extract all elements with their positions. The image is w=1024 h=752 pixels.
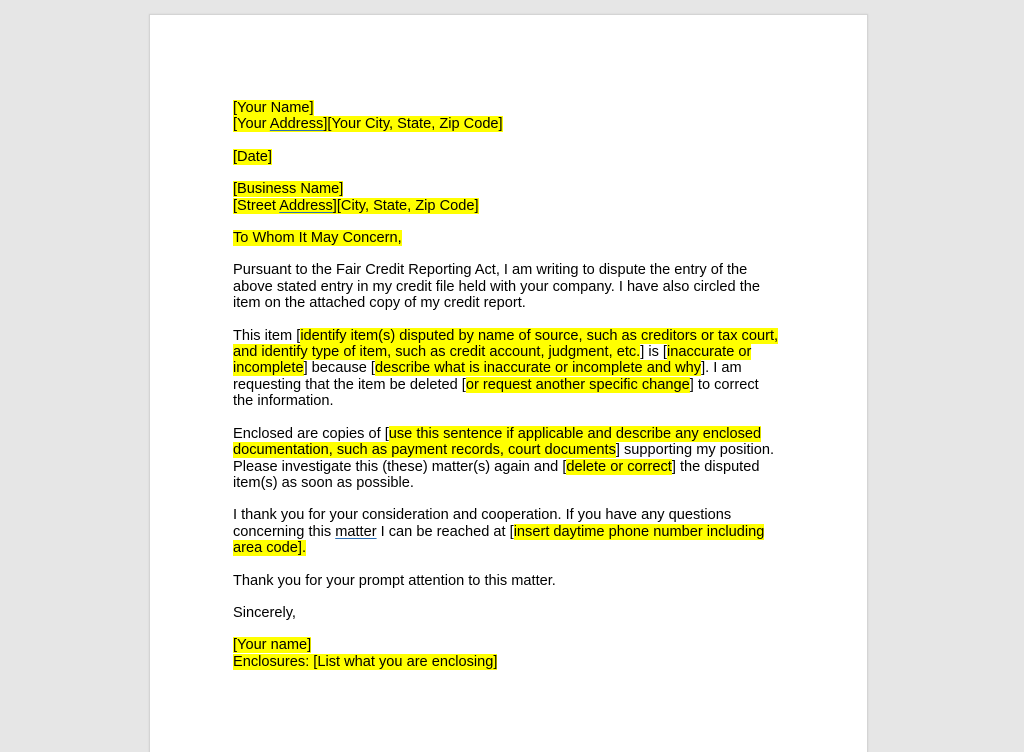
date-block [233, 149, 783, 165]
sender-block [233, 100, 783, 133]
closing: Sincerely, [233, 604, 296, 621]
paragraph-dispute: This item [identify item(s) disputed by name of source, such as creditors or tax court, and identify type of item, such as credit account, judgment, etc.] is [inaccurate or incomplete] because [describe what is inaccurate or incomplete and why]. I am requesting that the item be deleted [or request another specific change] to correct the information. [233, 327, 779, 410]
letter-date: [Date] [233, 148, 272, 165]
letter-body[interactable] [233, 100, 783, 686]
spelling-flag-address-2[interactable]: Address [279, 197, 333, 214]
paragraph-intro: Pursuant to the Fair Credit Reporting Act, I am writing to dispute the entry of the above stated entry in my credit file held with your company. I have also circled the item on the attached copy of my credit report. [233, 262, 760, 312]
paragraph-thanks: I thank you for your consideration and cooperation. If you have any questions concerning this matter I can be reached at [insert daytime phone number including area code]. [233, 507, 765, 557]
recipient-block [233, 181, 783, 214]
signature-block [233, 637, 783, 670]
salutation-text: To Whom It May Concern, [233, 230, 402, 247]
paragraph-prompt: Thank you for your prompt attention to this matter. [233, 572, 556, 589]
paragraph-enclosed: Enclosed are copies of [use this sentence if applicable and describe any enclosed documentation, such as payment records, court documents] supporting my position. Please investigate this (these) matter(s) again and [delete or correct] the disputed item(s) as soon as possible. [233, 425, 775, 491]
document-page [149, 14, 868, 752]
salutation [233, 230, 783, 246]
business-name: [Business Name] [233, 181, 344, 198]
enclosures-line: Enclosures: [List what you are enclosing] [233, 653, 498, 670]
spelling-flag-matter[interactable]: matter [335, 523, 377, 540]
signature-name: [Your name] [233, 637, 312, 654]
sender-name: [Your Name] [233, 100, 314, 116]
business-address: [Street Address][City, State, Zip Code] [233, 197, 479, 214]
spelling-flag-address[interactable]: Address [269, 116, 324, 133]
sender-address: [Your Address][Your City, State, Zip Code] [233, 116, 503, 133]
